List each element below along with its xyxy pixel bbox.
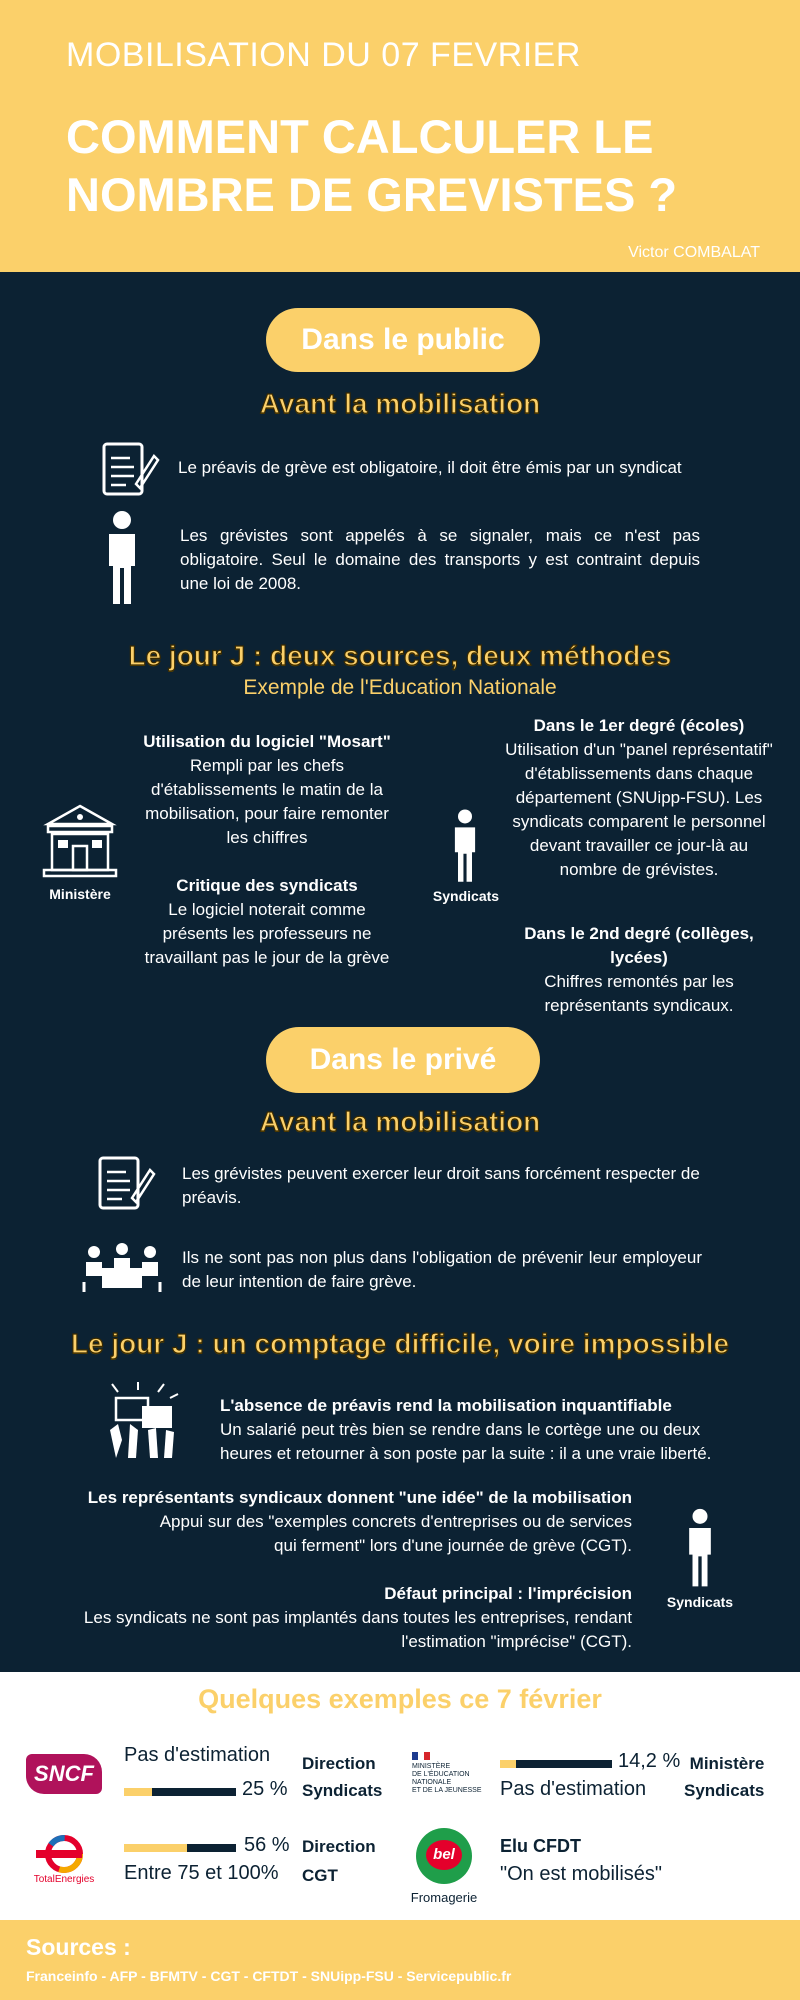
header-banner [0,0,800,272]
defaut-text: Les syndicats ne sont pas implantés dans toutes les entreprises, rendant l'estimation "imprécise" (CGT). [83,1608,632,1651]
degre2-title: Dans le 2nd degré (collèges, lycées) [524,924,754,967]
degre1-block [504,714,774,882]
public-avant-title: Avant la mobilisation [259,388,541,419]
total-label-cgt: CGT [302,1866,338,1885]
critique-title: Critique des syndicats [176,876,358,895]
public-jour-subtitle: Exemple de l'Education Nationale [243,676,557,699]
prive-avant-1: Les grévistes peuvent exercer leur droit sans forcément respecter de préavis. [182,1164,700,1207]
total-direction-bar [124,1844,236,1852]
kicker: MOBILISATION DU 07 FEVRIER [66,36,581,74]
critique-text: Le logiciel noterait comme présents les professeurs ne travaillant pas le jour de la grève [144,900,390,967]
bel-logo: bel [416,1828,472,1884]
fromagerie-block [500,1832,662,1888]
education-ministere-bar-fill [500,1760,516,1768]
totalenergies-icon [26,1834,102,1874]
public-avant-1: Le préavis de grève est obligatoire, il doit être émis par un syndicat [178,458,682,477]
education-ministere-bar [500,1760,612,1768]
prive-pill: Dans le privé [266,1027,540,1093]
mosart-title: Utilisation du logiciel "Mosart" [143,732,391,751]
sources-list: Franceinfo - AFP - BFMTV - CGT - CFTDT - SNUipp-FSU - Servicepublic.fr [26,1968,512,1984]
person-icon [104,510,140,606]
mosart-text: Rempli par les chefs d'établissements le matin de la mobilisation, pour faire remonter les chiffres [145,756,389,847]
french-flag-icon [412,1752,430,1760]
total-direction-bar-fill [124,1844,187,1852]
total-direction-value: 56 % [244,1834,290,1856]
sncf-logo: SNCF [26,1754,102,1794]
repr-text: Appui sur des "exemples concrets d'entreprises ou de services qui ferment" lors d'une journée de grève (CGT). [159,1512,632,1555]
education-ministry-logo: MINISTÈRE DE L'ÉDUCATION NATIONALE ET DE LA JEUNESSE [412,1752,498,1795]
prive-avant-2: Ils ne sont pas non plus dans l'obligation de prévenir leur employeur de leur intention de faire grève. [182,1248,702,1291]
ministry-building-icon [40,802,120,882]
repr-title: Les représentants syndicaux donnent "une idée" de la mobilisation [87,1488,632,1507]
examples-panel [0,1672,800,1920]
sources-footer [0,1920,800,2000]
document-icon-2 [96,1154,156,1214]
mosart-block [136,730,398,850]
education-syndicats-value: Pas d'estimation [500,1778,647,1800]
degre1-text: Utilisation d'un "panel représentatif" d'établissements dans chaque département (SNUipp-FSU). Les syndicats comparent le personnel devant travailler ce jour-là au nombre de grévistes. [505,740,773,879]
education-label-syndicats: Syndicats [684,1781,765,1800]
absence-title: L'absence de préavis rend la mobilisation inquantifiable [220,1396,672,1415]
absence-text: Un salarié peut très bien se rendre dans le cortège une ou deux heures et retourner à son poste par la suite : il a une vraie liberté. [220,1420,712,1463]
public-pill: Dans le public [266,308,540,372]
sncf-syndicats-bar-fill [124,1788,152,1796]
protest-icon [100,1380,184,1460]
repr-block [60,1486,632,1558]
prive-jour-title: Le jour J : un comptage difficile, voire impossible [70,1328,730,1359]
public-avant-2: Les grévistes sont appelés à se signaler, mais ce n'est pas obligatoire. Seul le domaine des transports y est contraint depuis une loi de 2008. [180,526,700,593]
totalenergies-logo: TotalEnergies [26,1834,102,1885]
degre1-title: Dans le 1er degré (écoles) [533,716,745,735]
education-label-ministere: Ministère [689,1754,765,1773]
degre2-text: Chiffres remontés par les représentants syndicaux. [544,972,734,1015]
sncf-direction-value: Pas d'estimation [124,1744,271,1766]
total-labels [302,1832,376,1890]
sncf-syndicats-value: 25 % [242,1778,288,1800]
defaut-title: Défaut principal : l'imprécision [384,1584,632,1603]
absence-block [220,1394,740,1466]
sncf-label-syndicats: Syndicats [302,1781,383,1800]
degre2-block [522,922,756,1018]
public-jour-title: Le jour J : deux sources, deux méthodes [128,640,672,671]
syndicats-label-2: Syndicats [666,1594,734,1610]
fromagerie-quote: "On est mobilisés" [500,1863,663,1885]
meeting-icon [80,1242,164,1294]
fromagerie-label: Fromagerie [410,1890,478,1905]
education-ministere-value: 14,2 % [618,1750,681,1772]
sources-title: Sources : [26,1934,131,1960]
sncf-labels [302,1750,382,1804]
author: Victor COMBALAT [628,244,760,261]
examples-title: Quelques exemples ce 7 février [198,1684,602,1714]
prive-avant-title: Avant la mobilisation [259,1106,541,1137]
sncf-label-direction: Direction [302,1754,376,1773]
ministere-label: Ministère [49,886,111,902]
defaut-block [60,1582,632,1654]
syndicats-person-icon-2 [685,1508,715,1588]
page-title: COMMENT CALCULER LE NOMBRE DE GREVISTES ? [66,110,678,221]
critique-block [136,874,398,970]
education-labels [684,1750,764,1804]
sncf-syndicats-bar [124,1788,236,1796]
fromagerie-title: Elu CFDT [500,1836,581,1856]
syndicats-label: Syndicats [432,888,500,904]
document-icon [100,440,160,500]
syndicats-person-icon [451,808,479,884]
total-label-direction: Direction [302,1837,376,1856]
total-cgt-value: Entre 75 et 100% [124,1862,279,1884]
